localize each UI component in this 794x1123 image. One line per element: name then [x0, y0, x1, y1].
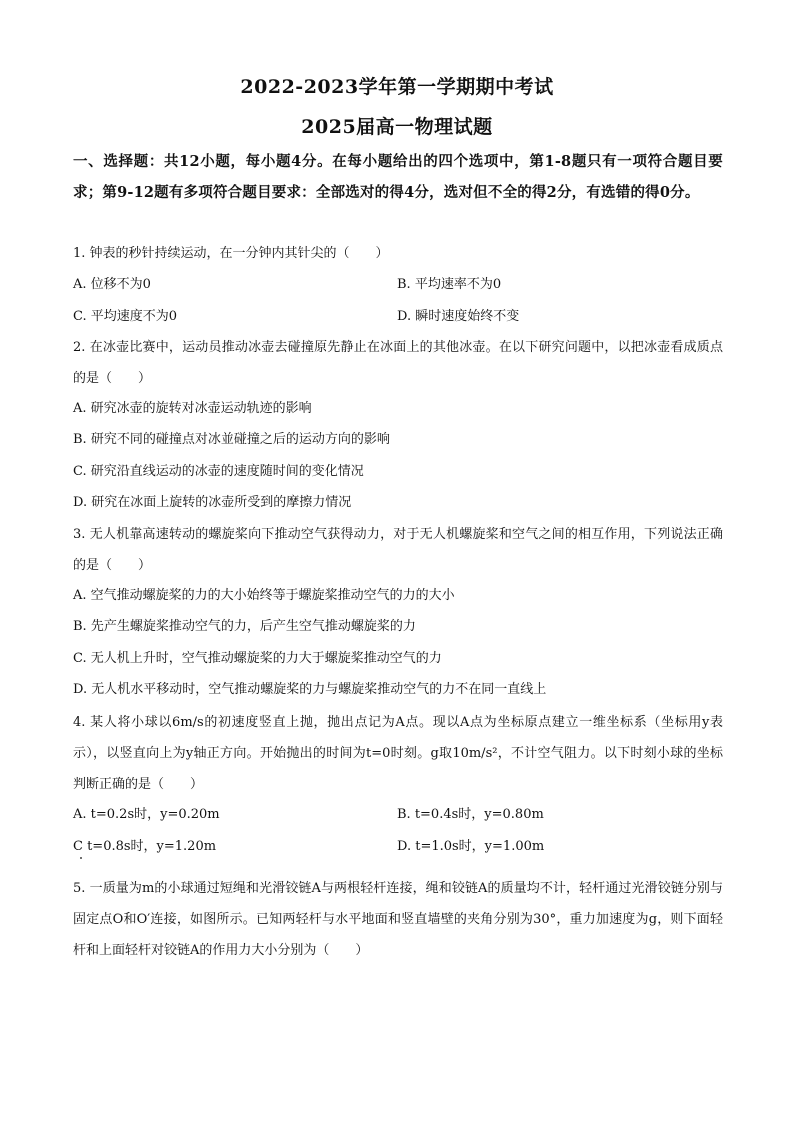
question-2-option-a: A. 研究冰壶的旋转对冰壶运动轨迹的影响 [73, 401, 312, 416]
section-heading: 一、选择题：共12小题，每小题4分。在每小题给出的四个选项中，第1-8题只有一项符合题目要求；第9-12题有多项符合题目要求：全部选对的得4分，选对但不全的得2分，有选错的得0分。 [73, 153, 723, 201]
question-4-option-c: C t=0.8s时，y=1.20m [73, 839, 217, 854]
question-4-option-b: B. t=0.4s时，y=0.80m [397, 807, 544, 822]
question-3-stem: 3. 无人机靠高速转动的螺旋桨向下推动空气获得动力，对于无人机螺旋桨和空气之间的相互作用，下列说法正确的是（ ） [73, 527, 723, 573]
question-3-option-b: B. 先产生螺旋桨推动空气的力，后产生空气推动螺旋桨的力 [73, 619, 416, 634]
question-3-option-c: C. 无人机上升时，空气推动螺旋桨的力大于螺旋桨推动空气的力 [73, 651, 442, 666]
question-5-stem: 5. 一质量为m的小球通过短绳和光滑铰链A与两根轻杆连接，绳和铰链A的质量均不计，轻杆通过光滑铰链分别与固定点O和O′连接，如图所示。已知两轻杆与水平地面和竖直墙壁的夹角分别为30°，重力加速度为g，则下面轻杆和上面轻杆对铰链A的作用力大小分别为（ ） [73, 881, 723, 958]
question-2-stem: 2. 在冰壶比赛中，运动员推动冰壶去碰撞原先静止在冰面上的其他冰壶。在以下研究问题中，以把冰壶看成质点的是（ ） [73, 340, 723, 386]
question-1-stem: 1. 钟表的秒针持续运动，在一分钟内其针尖的（ ） [73, 246, 389, 261]
question-4-option-a: A. t=0.2s时，y=0.20m [73, 807, 220, 822]
question-3-option-d: D. 无人机水平移动时，空气推动螺旋桨的力与螺旋桨推动空气的力不在同一直线上 [73, 682, 547, 697]
stray-mark [80, 857, 82, 859]
question-2-option-b: B. 研究不同的碰撞点对冰並碰撞之后的运动方向的影响 [73, 432, 390, 447]
question-1-option-b: B. 平均速率不为0 [397, 277, 502, 292]
exam-subtitle: 2025届高一物理试题 [301, 116, 493, 138]
question-1-option-d: D. 瞬时速度始终不变 [397, 309, 520, 324]
question-2-option-d: D. 研究在冰面上旋转的冰壶所受到的摩擦力情况 [73, 495, 352, 510]
question-1-option-a: A. 位移不为0 [73, 277, 151, 292]
question-1-option-c: C. 平均速度不为0 [73, 309, 178, 324]
question-2-option-c: C. 研究沿直线运动的冰壶的速度随时间的变化情况 [73, 464, 364, 479]
question-4-option-d: D. t=1.0s时，y=1.00m [397, 839, 545, 854]
exam-title: 2022-2023学年第一学期期中考试 [240, 76, 554, 98]
question-4-stem: 4. 某人将小球以6m/s的初速度竖直上抛，抛出点记为A点。现以A点为坐标原点建立一维坐标系（坐标用y表示），以竖直向上为y轴正方向。开始抛出的时间为t=0时刻。g取10m/s²，不计空气阻力。以下时刻小球的坐标判断正确的是（ ） [73, 715, 723, 792]
question-3-option-a: A. 空气推动螺旋桨的力的大小始终等于螺旋桨推动空气的力的大小 [73, 588, 455, 603]
